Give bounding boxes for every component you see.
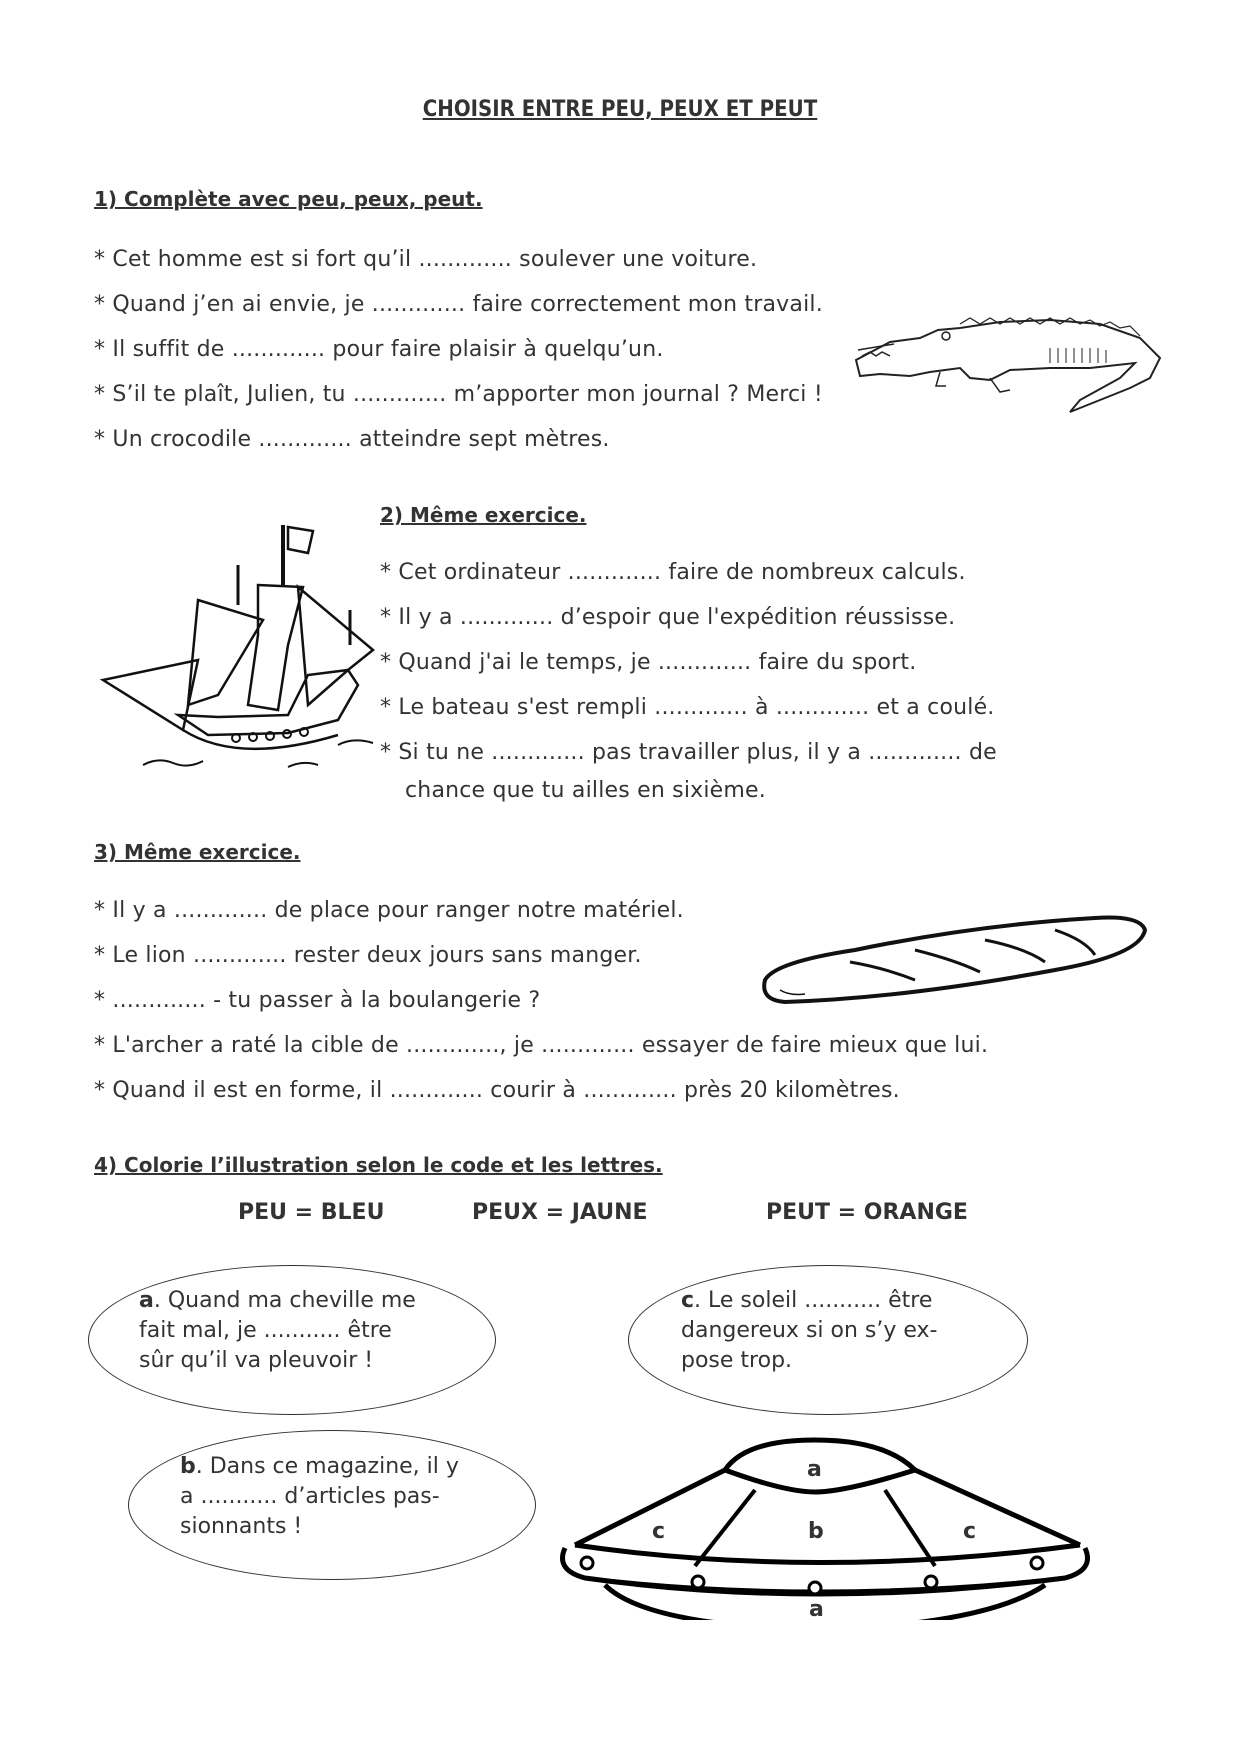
- exercise-line: * Un crocodile ............. atteindre sept mètres.: [94, 427, 610, 452]
- bubble-a-letter: a: [139, 1288, 154, 1313]
- color-code-peu: PEU = BLEU: [238, 1200, 385, 1225]
- color-code-peut: PEUT = ORANGE: [766, 1200, 968, 1225]
- baguette-icon: [755, 910, 1150, 1010]
- crocodile-icon: [850, 308, 1170, 413]
- bubble-c-letter: c: [681, 1288, 695, 1313]
- ufo-label-dome: a: [807, 1457, 822, 1482]
- exercise-line: * Il suffit de ............. pour faire plaisir à quelqu’un.: [94, 337, 664, 362]
- exercise-line: * Quand j’en ai envie, je ............. faire correctement mon travail.: [94, 292, 823, 317]
- color-code-peux: PEUX = JAUNE: [472, 1200, 648, 1225]
- page-title: CHOISIR ENTRE PEU, PEUX ET PEUT: [422, 97, 818, 122]
- bubble-b-text: b. Dans ce magazine, il y a ........... d’articles pas- sionnants !: [180, 1454, 459, 1539]
- exercise-line: * Cet ordinateur ............. faire de nombreux calculs.: [380, 560, 966, 585]
- exercise-line: * L'archer a raté la cible de ............., je ............. essayer de faire mieux que lui.: [94, 1033, 989, 1058]
- ship-icon: [88, 505, 378, 775]
- ufo-label-right: c: [963, 1519, 977, 1544]
- section-3-heading: 3) Même exercice.: [94, 840, 301, 864]
- exercise-line: * Le bateau s'est rempli ............. à ............. et a coulé.: [380, 695, 995, 720]
- exercise-line-continuation: chance que tu ailles en sixième.: [405, 778, 766, 803]
- ufo-label-left: c: [652, 1519, 666, 1544]
- bubble-b-letter: b: [180, 1454, 196, 1479]
- exercise-line: * S’il te plaît, Julien, tu ............. m’apporter mon journal ? Merci !: [94, 382, 823, 407]
- exercise-line: * Quand j'ai le temps, je ............. faire du sport.: [380, 650, 917, 675]
- section-2-heading: 2) Même exercice.: [380, 503, 587, 527]
- ufo-icon: [545, 1430, 1120, 1620]
- ufo-label-bottom: a: [809, 1597, 824, 1620]
- exercise-line: * Il y a ............. de place pour ranger notre matériel.: [94, 898, 684, 923]
- exercise-line: * Quand il est en forme, il ............. courir à ............. près 20 kilomètres.: [94, 1078, 900, 1103]
- exercise-line: * Cet homme est si fort qu’il ............. soulever une voiture.: [94, 247, 758, 272]
- exercise-line: * ............. - tu passer à la boulangerie ?: [94, 988, 541, 1013]
- bubble-a-text: a. Quand ma cheville me fait mal, je ........... être sûr qu’il va pleuvoir !: [139, 1288, 416, 1373]
- bubble-c-text: c. Le soleil ........... être dangereux si on s’y ex- pose trop.: [681, 1288, 938, 1373]
- ufo-label-center: b: [808, 1519, 824, 1544]
- section-4-heading: 4) Colorie l’illustration selon le code et les lettres.: [94, 1153, 663, 1177]
- exercise-line: * Il y a ............. d’espoir que l'expédition réussisse.: [380, 605, 956, 630]
- exercise-line: * Le lion ............. rester deux jours sans manger.: [94, 943, 642, 968]
- exercise-line: * Si tu ne ............. pas travailler plus, il y a ............. de: [380, 740, 997, 765]
- section-1-heading: 1) Complète avec peu, peux, peut.: [94, 187, 483, 211]
